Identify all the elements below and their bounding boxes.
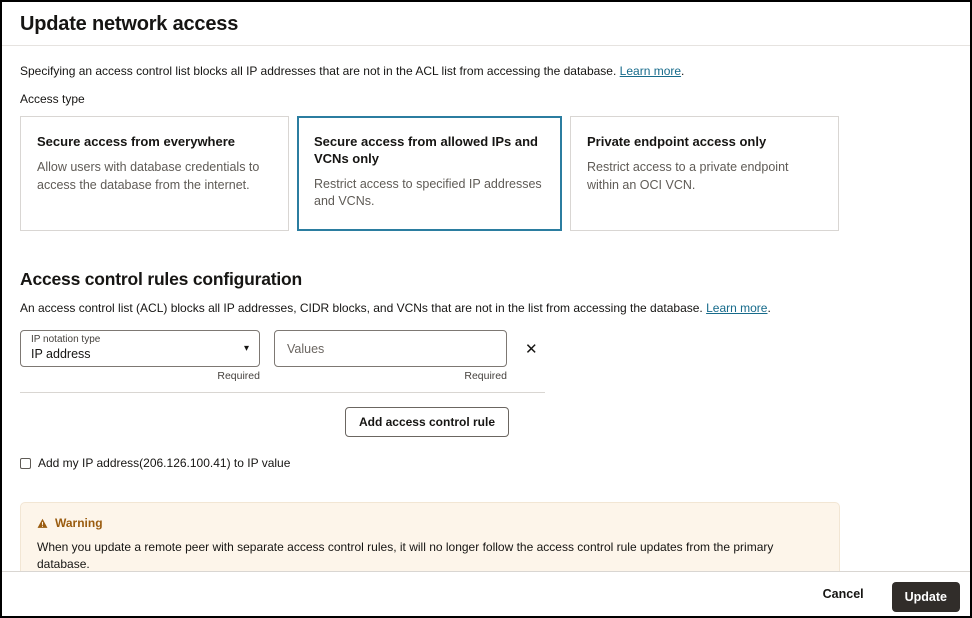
dialog-footer xyxy=(2,571,970,616)
ip-notation-type-select[interactable] xyxy=(20,330,260,367)
acl-rule-row xyxy=(20,330,952,382)
card-title: Secure access from allowed IPs and VCNs only xyxy=(314,134,538,167)
card-description: Restrict access to a private endpoint within an OCI VCN. xyxy=(587,160,789,192)
update-button[interactable]: Update xyxy=(892,582,960,612)
warning-title-row xyxy=(37,516,823,530)
access-type-label: Access type xyxy=(20,92,85,107)
intro-text xyxy=(20,63,952,79)
access-type-card-private-endpoint[interactable] xyxy=(570,116,839,231)
ip-notation-type-field-col xyxy=(20,330,260,382)
required-hint: Required xyxy=(464,370,507,383)
add-my-ip-checkbox[interactable] xyxy=(20,458,31,469)
card-title: Secure access from everywhere xyxy=(37,134,236,150)
dialog-body xyxy=(2,63,970,588)
ip-notation-type-value: IP address xyxy=(31,347,91,362)
close-icon: ✕ xyxy=(525,341,538,359)
acl-description-period: . xyxy=(767,301,771,316)
intro-sentence: Specifying an access control list blocks all IP addresses that are not in the ACL list from accessing the database. xyxy=(20,64,617,78)
acl-learn-more-link[interactable]: Learn more xyxy=(706,301,768,316)
values-input[interactable] xyxy=(274,330,507,367)
access-type-card-everywhere[interactable] xyxy=(20,116,289,231)
cancel-button[interactable]: Cancel xyxy=(821,583,866,605)
chevron-down-icon: ▾ xyxy=(243,342,249,354)
acl-description-sentence: An access control list (ACL) blocks all IP addresses, CIDR blocks, and VCNs that are not in the list from accessing the database. xyxy=(20,301,703,316)
warning-message: When you update a remote peer with separate access control rules, it will no longer follow the access control rule updates from the primary database. xyxy=(37,540,774,571)
card-description: Allow users with database credentials to access the database from the internet. xyxy=(37,160,260,192)
values-field-col xyxy=(274,330,507,382)
remove-rule-button[interactable] xyxy=(521,340,542,359)
access-type-card-allowed-ips-vcns[interactable] xyxy=(297,116,562,231)
card-title: Private endpoint access only xyxy=(587,134,767,150)
add-rule-row xyxy=(20,407,509,437)
card-description: Restrict access to specified IP addresses and VCNs. xyxy=(314,176,542,209)
dialog-header xyxy=(2,2,970,46)
warning-icon xyxy=(37,518,48,529)
access-type-cards xyxy=(20,116,952,231)
add-my-ip-checkbox-row[interactable] xyxy=(20,456,952,470)
required-hint: Required xyxy=(217,370,260,383)
learn-more-link[interactable]: Learn more xyxy=(619,64,682,78)
acl-section-heading: Access control rules configuration xyxy=(20,269,303,290)
add-my-ip-label: Add my IP address(206.126.100.41) to IP value xyxy=(38,456,291,471)
ip-notation-type-label: IP notation type xyxy=(31,334,101,346)
ip-notation-type-text xyxy=(31,334,238,362)
page-title: Update network access xyxy=(20,13,239,35)
intro-period: . xyxy=(681,64,685,78)
rule-divider xyxy=(20,392,545,393)
add-access-control-rule-button[interactable]: Add access control rule xyxy=(345,407,509,437)
acl-section-description xyxy=(20,300,952,316)
warning-title: Warning xyxy=(55,516,103,531)
